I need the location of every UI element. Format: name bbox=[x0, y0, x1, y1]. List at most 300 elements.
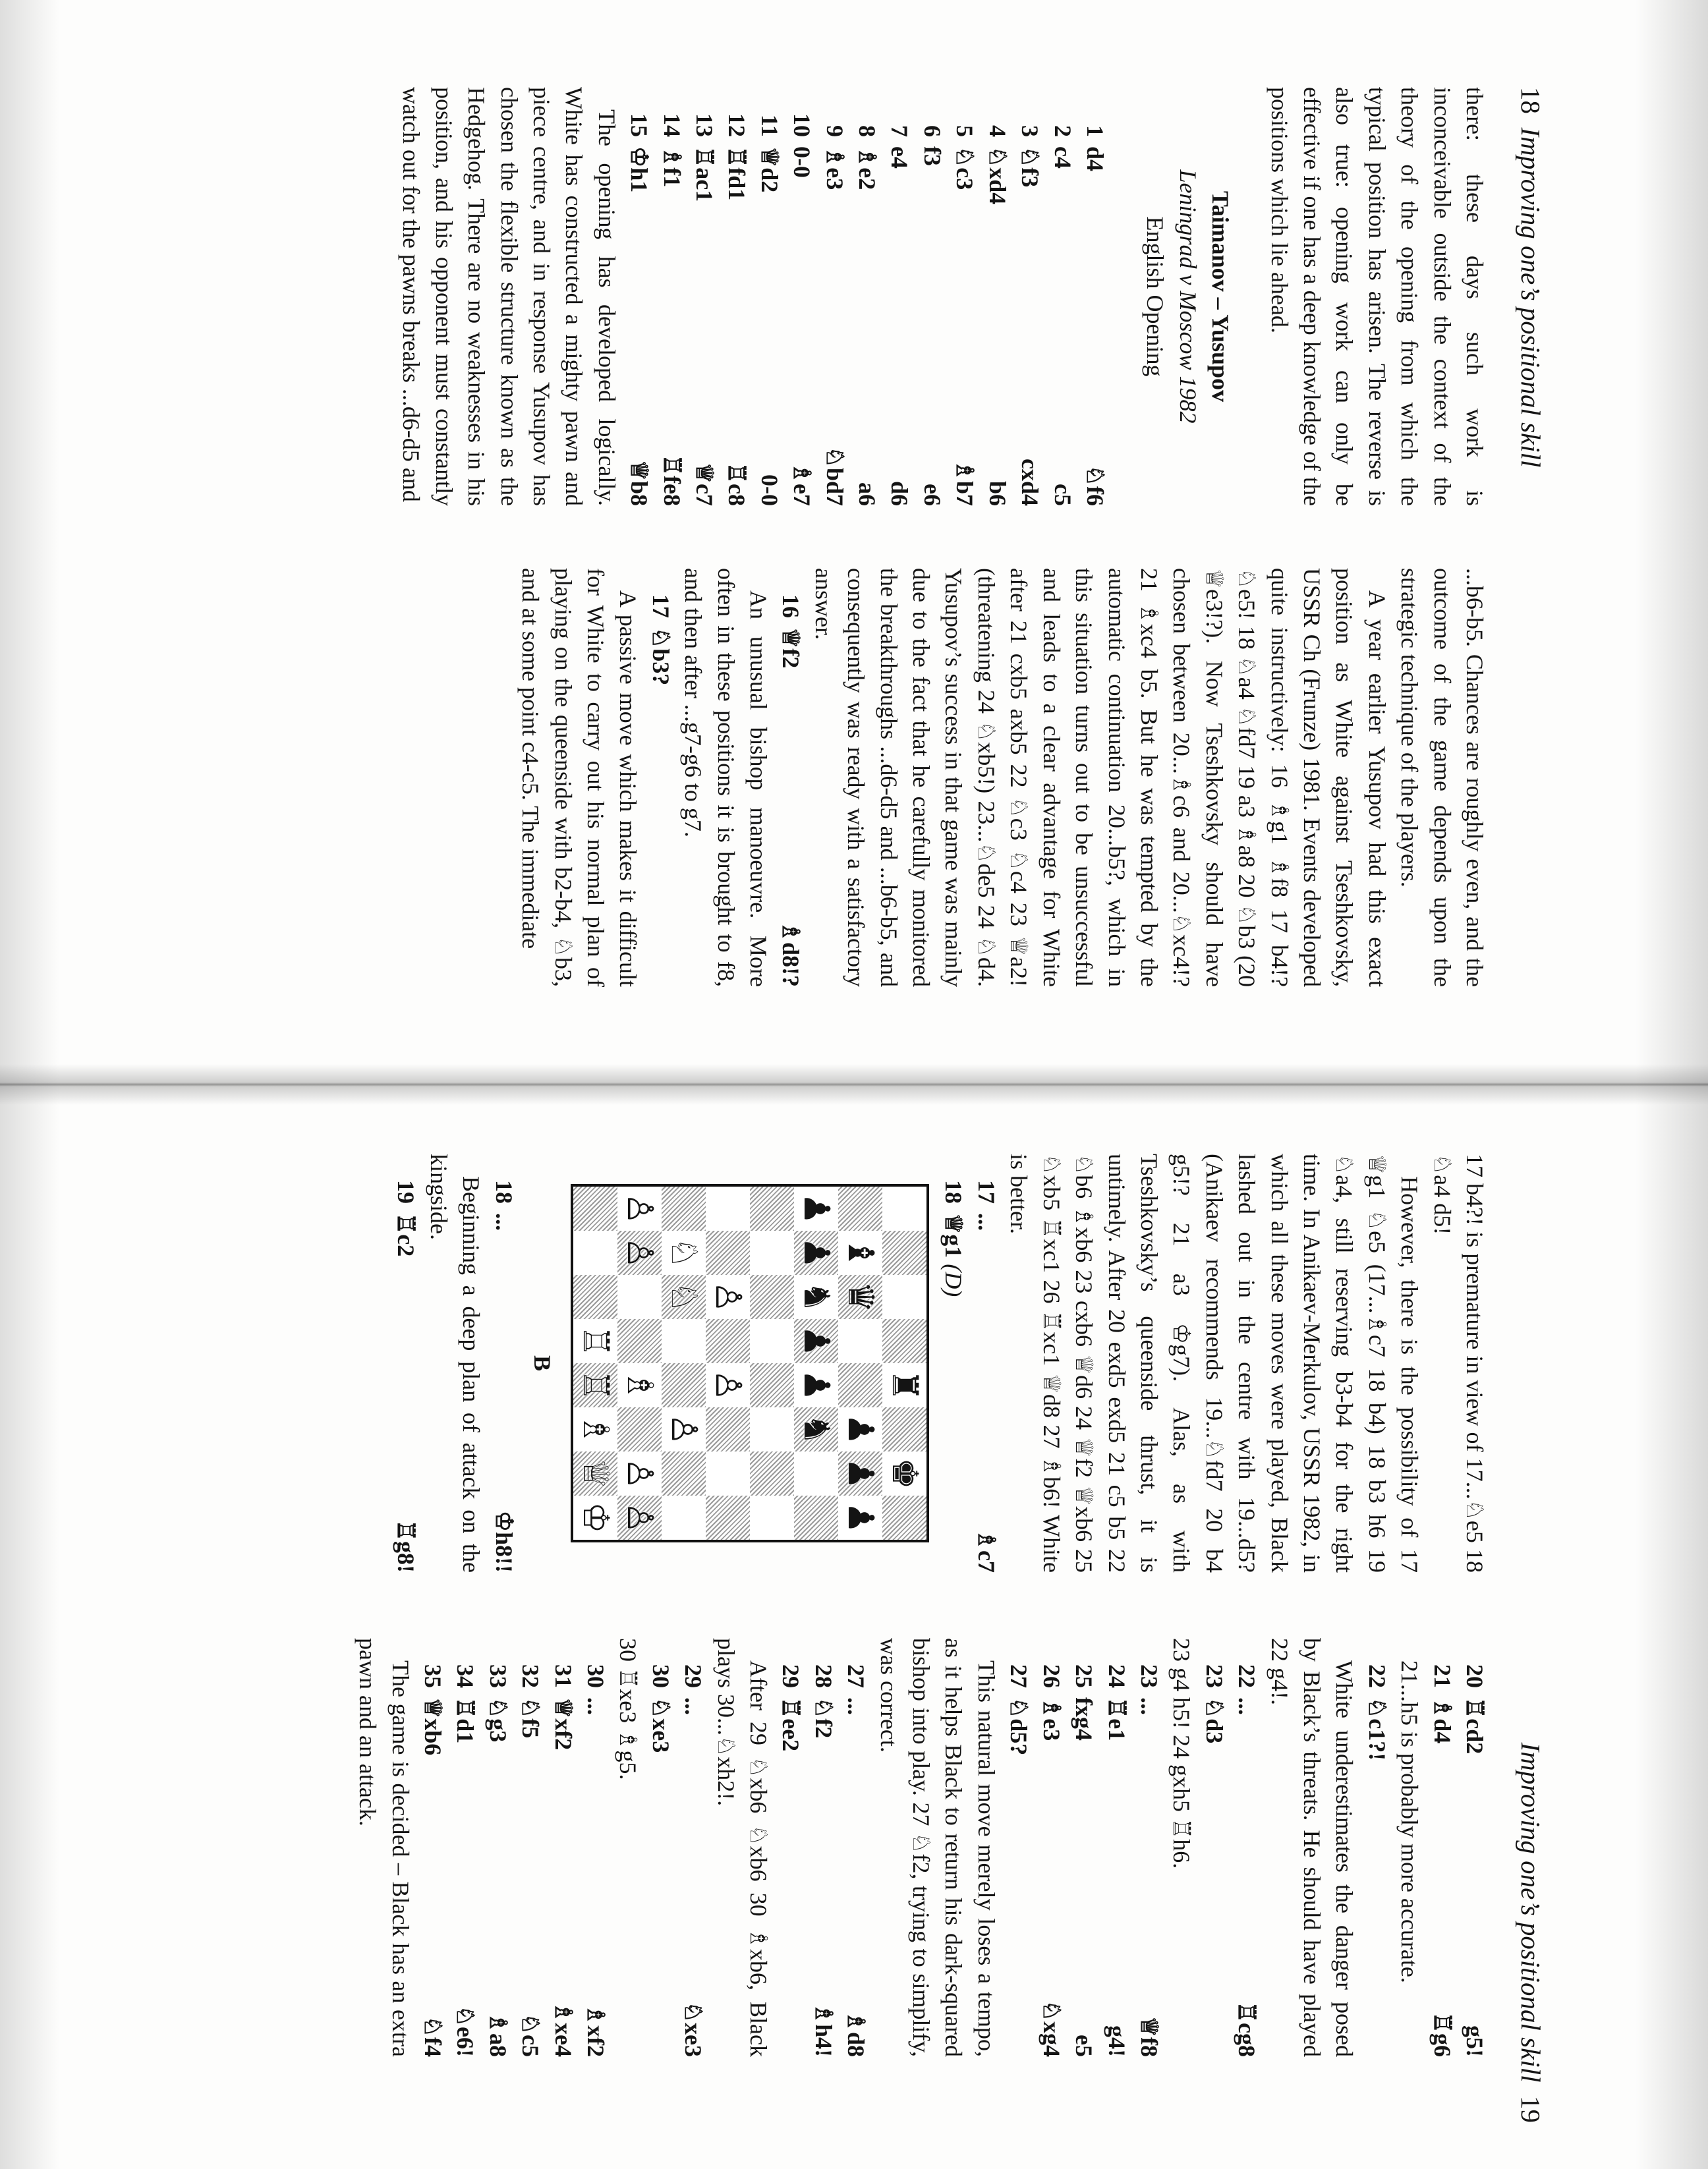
board-rank-8 bbox=[882, 1187, 926, 1540]
chess-piece-icon: ♟ bbox=[840, 1457, 880, 1490]
chess-piece-icon: ♕ bbox=[575, 1457, 615, 1490]
move-cell: 15 bbox=[626, 113, 653, 137]
move-list-20-21 bbox=[1425, 1638, 1491, 2057]
move-cell: 16 bbox=[778, 594, 805, 618]
square-b1 bbox=[573, 1231, 617, 1275]
move-row bbox=[1133, 1638, 1165, 2057]
move-row bbox=[1458, 1638, 1491, 2057]
move-cell: ♕b8 bbox=[626, 459, 653, 506]
move-cell: 28 bbox=[810, 1664, 837, 1688]
move-cell: 35 bbox=[420, 1664, 446, 1688]
move-row bbox=[937, 1154, 969, 1573]
square-d7 bbox=[838, 1319, 882, 1363]
board-rank-2 bbox=[617, 1187, 662, 1540]
move-row bbox=[1013, 87, 1046, 506]
square-g5 bbox=[750, 1451, 794, 1496]
square-d5 bbox=[750, 1319, 794, 1363]
move-cell: ♘f5 bbox=[517, 1697, 544, 1739]
move-18b bbox=[487, 1154, 519, 1573]
move-cell: 23 bbox=[1201, 1664, 1228, 1688]
square-a1 bbox=[573, 1187, 617, 1231]
move-cell: 9 bbox=[821, 125, 848, 137]
move-cell: ♘f6 bbox=[1081, 465, 1108, 506]
move-row bbox=[623, 87, 655, 506]
chess-piece-icon: ♜ bbox=[884, 1369, 925, 1401]
chess-piece-icon: ♙ bbox=[619, 1457, 660, 1490]
square-a5 bbox=[750, 1187, 794, 1231]
chess-piece-icon: ♘ bbox=[664, 1237, 704, 1269]
paragraph-opening-comment: The opening has developed logically. White has constructed a mighty pawn and piece centre, and in response Yusupov has chosen the flexible structure known as the Hedgehog. There are no weaknesses in his position, and his opponent must constantly watch out for the pawns breaks ...d6-d5 and bbox=[398, 87, 620, 506]
square-c5 bbox=[750, 1275, 794, 1319]
line-23-g4: 23 g4 h5! 24 gxh5 ♖h6. bbox=[1168, 1638, 1195, 1869]
square-c7 bbox=[838, 1275, 882, 1319]
move-cell: ♗c7 bbox=[973, 1529, 1000, 1573]
move-cell: ♖fe8 bbox=[658, 454, 685, 506]
square-b7 bbox=[838, 1231, 882, 1275]
move-cell: ♖ac1 bbox=[691, 146, 718, 202]
move-row bbox=[389, 1154, 422, 1573]
move-cell: 17 bbox=[973, 1179, 1000, 1204]
move-cell: ♖cd2 bbox=[1462, 1697, 1488, 1755]
square-d2 bbox=[617, 1319, 662, 1363]
move-cell: ♘xg4 bbox=[1038, 2000, 1065, 2057]
right-column-1 bbox=[389, 1154, 1491, 1573]
square-f8 bbox=[882, 1407, 926, 1451]
move-cell: ... bbox=[583, 1697, 610, 1715]
move-cell: ♘f4 bbox=[420, 2015, 446, 2057]
move-cell: 3 bbox=[1017, 125, 1044, 137]
move-cell: ♘f2 bbox=[810, 1697, 837, 1739]
move-cell: ♖d1 bbox=[452, 1697, 479, 1744]
move-cell: ♕g1 (D) bbox=[940, 1212, 967, 1297]
chess-piece-icon: ♙ bbox=[708, 1281, 748, 1313]
move-cell: ♗d8 bbox=[843, 2010, 870, 2057]
move-cell: ♗f1 bbox=[658, 146, 685, 188]
move-cell: 32 bbox=[517, 1664, 544, 1688]
move-cell: 30 bbox=[647, 1664, 674, 1688]
move-list-30-35 bbox=[416, 1638, 612, 2057]
chess-piece-icon: ♙ bbox=[708, 1369, 748, 1401]
move-cell: b6 bbox=[984, 480, 1011, 506]
move-row bbox=[883, 87, 915, 506]
move-row bbox=[1360, 1638, 1392, 2057]
board-rank-3 bbox=[662, 1187, 706, 1540]
move-cell: ♕c7 bbox=[691, 462, 718, 506]
move-cell: ... bbox=[680, 1697, 707, 1715]
square-e2 bbox=[617, 1363, 662, 1407]
square-f7 bbox=[838, 1407, 882, 1451]
square-h5 bbox=[750, 1496, 794, 1540]
paragraph-natural-move: This natural move merely loses a tempo, as it helps Black to return his dark-squared bishop into play. 27 ♘f2, trying to simplify, was correct. bbox=[875, 1638, 1000, 2057]
move-cell: 29 bbox=[680, 1664, 707, 1688]
move-cell bbox=[774, 1874, 807, 2057]
move-row bbox=[1079, 87, 1111, 506]
move-cell: e5 bbox=[1071, 2035, 1098, 2057]
square-e4 bbox=[706, 1363, 750, 1407]
move-cell: ♗e7 bbox=[789, 462, 816, 506]
move-cell: ♗h4! bbox=[810, 2002, 837, 2057]
move-row bbox=[753, 87, 785, 506]
square-e3 bbox=[662, 1363, 706, 1407]
move-cell: 22 bbox=[1363, 1664, 1390, 1688]
move-row bbox=[1197, 1638, 1230, 2057]
square-d1 bbox=[573, 1319, 617, 1363]
move-cell bbox=[1197, 1874, 1230, 2057]
move-row bbox=[970, 1154, 1002, 1573]
move-row bbox=[1230, 1638, 1263, 2057]
square-h8 bbox=[882, 1496, 926, 1540]
square-g3 bbox=[662, 1451, 706, 1496]
paragraph-bishop-manoeuvre: An unusual bishop manoeuvre. More often in these positions it is brought to f8, and then after ...g7-g6 to g7. bbox=[680, 568, 772, 987]
move-cell: e4 bbox=[886, 146, 913, 169]
move-cell: ♘b3? bbox=[647, 627, 674, 686]
move-row bbox=[774, 568, 807, 987]
chess-piece-icon: ♙ bbox=[619, 1193, 660, 1225]
square-h7 bbox=[838, 1496, 882, 1540]
move-cell: ♘d3 bbox=[1201, 1697, 1228, 1744]
move-cell: ♘d5? bbox=[1006, 1697, 1033, 1756]
move-cell: 2 bbox=[1049, 125, 1076, 137]
chess-piece-icon: ♟ bbox=[840, 1413, 880, 1446]
right-column-2 bbox=[351, 1638, 1491, 2057]
square-e8 bbox=[882, 1363, 926, 1407]
move-cell: 27 bbox=[1006, 1664, 1033, 1688]
square-f5 bbox=[750, 1407, 794, 1451]
square-c4 bbox=[706, 1275, 750, 1319]
move-cell: g5! bbox=[1462, 2025, 1488, 2057]
move-cell: ♘f3 bbox=[1017, 146, 1044, 188]
paragraph-underestimates: White underestimates the danger posed by Black’s threats. He should have played 22 g4!. bbox=[1266, 1638, 1358, 2057]
move-cell: ♗xf2 bbox=[583, 2004, 610, 2057]
board-rank-7 bbox=[838, 1187, 882, 1540]
square-e1 bbox=[573, 1363, 617, 1407]
board-rank-5 bbox=[750, 1187, 794, 1540]
move-cell: 10 bbox=[789, 113, 816, 137]
move-cell: 1 bbox=[1081, 125, 1108, 137]
running-head-right bbox=[1515, 1743, 1547, 2123]
square-g2 bbox=[617, 1451, 662, 1496]
move-cell: ♗e3 bbox=[821, 146, 848, 190]
square-b4 bbox=[706, 1231, 750, 1275]
chess-piece-icon: ♟ bbox=[796, 1237, 836, 1269]
square-g1 bbox=[573, 1451, 617, 1496]
square-f6 bbox=[794, 1407, 838, 1451]
chess-piece-icon: ♗ bbox=[575, 1413, 615, 1446]
left-column-1 bbox=[395, 87, 1491, 506]
move-cell: 34 bbox=[452, 1664, 479, 1688]
move-cell: ♘xe3 bbox=[680, 2001, 707, 2057]
move-cell: 24 bbox=[1103, 1664, 1130, 1688]
move-list-29-30 bbox=[644, 1638, 709, 2057]
move-row bbox=[840, 1638, 872, 2057]
move-cell: f3 bbox=[919, 146, 946, 166]
move-cell: ♗b7 bbox=[952, 459, 979, 506]
square-h3 bbox=[662, 1496, 706, 1540]
square-c1 bbox=[573, 1275, 617, 1319]
move-row bbox=[688, 87, 720, 506]
move-cell bbox=[644, 804, 676, 987]
move-cell: ♗e2 bbox=[854, 146, 881, 190]
move-list-1-15 bbox=[623, 87, 1111, 506]
move-cell: ♖c8 bbox=[724, 462, 751, 506]
move-cell: ♘e6! bbox=[452, 2005, 479, 2057]
move-cell: d4 bbox=[1081, 146, 1108, 171]
square-f1 bbox=[573, 1407, 617, 1451]
square-a2 bbox=[617, 1187, 662, 1231]
square-g4 bbox=[706, 1451, 750, 1496]
running-head-left bbox=[1515, 87, 1547, 467]
square-d8 bbox=[882, 1319, 926, 1363]
square-e6 bbox=[794, 1363, 838, 1407]
move-cell: ♘g3 bbox=[484, 1697, 511, 1743]
move-cell: ... bbox=[1135, 1697, 1162, 1715]
move-cell: 14 bbox=[658, 113, 685, 137]
move-cell: 23 bbox=[1135, 1664, 1162, 1688]
move-row bbox=[981, 87, 1013, 506]
board-rank-1 bbox=[573, 1187, 617, 1540]
running-head-title: Improving one’s positional skill bbox=[1516, 127, 1546, 468]
square-a8 bbox=[882, 1187, 926, 1231]
chess-piece-icon: ♚ bbox=[884, 1457, 925, 1490]
move-row bbox=[449, 1638, 481, 2057]
square-g7 bbox=[838, 1451, 882, 1496]
move-cell: ♘xe3 bbox=[647, 1697, 674, 1753]
move-cell: 33 bbox=[484, 1664, 511, 1688]
move-row bbox=[644, 1638, 676, 2057]
move-row bbox=[579, 1638, 612, 2057]
move-row bbox=[720, 87, 753, 506]
chess-piece-icon: ♞ bbox=[796, 1413, 836, 1446]
square-h6 bbox=[794, 1496, 838, 1540]
move-cell: ♖c2 bbox=[393, 1212, 420, 1257]
paragraph-after-29: After 29 ♘xb6 ♘xb6 30 ♗xb6, Black plays 30...♘xh2!. bbox=[712, 1638, 772, 2057]
move-cell: ... bbox=[490, 1212, 517, 1231]
move-cell: 17 bbox=[647, 594, 674, 618]
move-cell: e6 bbox=[919, 484, 946, 506]
chess-diagram bbox=[527, 1154, 929, 1573]
move-list-27-29 bbox=[774, 1638, 872, 2057]
move-row bbox=[644, 568, 676, 987]
chess-piece-icon: ♔ bbox=[575, 1502, 615, 1534]
move-row bbox=[514, 1638, 546, 2057]
chess-piece-icon: ♙ bbox=[619, 1502, 660, 1534]
move-cell bbox=[937, 1390, 969, 1573]
move-row bbox=[807, 1638, 839, 2057]
square-f2 bbox=[617, 1407, 662, 1451]
move-cell: 6 bbox=[919, 125, 946, 137]
square-b6 bbox=[794, 1231, 838, 1275]
move-list-23-27 bbox=[1002, 1638, 1165, 2057]
move-cell: ♘c1?! bbox=[1363, 1697, 1390, 1761]
square-e5 bbox=[750, 1363, 794, 1407]
chess-piece-icon: ♘ bbox=[664, 1281, 704, 1313]
chess-piece-icon: ♝ bbox=[840, 1237, 880, 1269]
move-row bbox=[1425, 1638, 1458, 2057]
move-cell: ♕xf2 bbox=[550, 1697, 577, 1751]
page-number: 19 bbox=[1516, 2096, 1546, 2123]
move-cell: 20 bbox=[1462, 1664, 1488, 1688]
chess-piece-icon: ♟ bbox=[840, 1502, 880, 1534]
square-h1 bbox=[573, 1496, 617, 1540]
move-cell: 26 bbox=[1038, 1664, 1065, 1688]
game-players: Taimanov – Yusupov bbox=[1207, 190, 1234, 403]
move-row bbox=[1100, 1638, 1132, 2057]
move-row bbox=[546, 1638, 579, 2057]
move-row bbox=[487, 1154, 519, 1573]
side-to-move: B bbox=[528, 1355, 555, 1371]
square-a7 bbox=[838, 1187, 882, 1231]
move-row bbox=[818, 87, 850, 506]
square-d3 bbox=[662, 1319, 706, 1363]
square-c3 bbox=[662, 1275, 706, 1319]
move-cell: ♗d8!? bbox=[778, 920, 805, 987]
move-cell: 18 bbox=[940, 1179, 967, 1204]
move-row bbox=[785, 87, 818, 506]
game-event: Leningrad v Moscow 1982 bbox=[1174, 169, 1201, 424]
move-cell: 18 bbox=[490, 1179, 517, 1204]
square-b2 bbox=[617, 1231, 662, 1275]
square-c2 bbox=[617, 1275, 662, 1319]
square-d6 bbox=[794, 1319, 838, 1363]
square-b8 bbox=[882, 1231, 926, 1275]
chess-piece-icon: ♖ bbox=[575, 1369, 615, 1401]
square-b3 bbox=[662, 1231, 706, 1275]
move-cell: a6 bbox=[854, 482, 881, 506]
move-cell: g4! bbox=[1103, 2025, 1130, 2057]
move-cell: ♔h1 bbox=[626, 146, 653, 193]
paragraph-tseshkovsky: A year earlier Yusupov had this exact position as White against Tseshkovsky, USSR Ch (Frunze) 1981. Events developed quite instructively: 16 ♗g1 ♗f8 17 b4!? ♘e5! 18 ♘a4 ♘fd7 19 a3 ♗a8 20 ♘b3 (20 ♕e3!?). Now Tseshkovsky should have chosen between 20...♗c6 and 20...♘xc4!? 21 ♗xc4 b5. But he was tempted by the automatic continuation 20...b5?, which in this situation turns out to be unsuccessful and leads to a clear advantage for White after 21 cxb5 axb5 22 ♘c3 ♘c4 23 ♕a2! (threatening 24 ♘xb5!) 23...♘de5 24 ♘d4. Yusupov’s success in that game was mainly due to the fact that he carefully monitored the breakthroughs ...d6-d5 and ...b6-b5, and consequently was ready with a satisfactory answer. bbox=[810, 568, 1390, 987]
paragraph-deep-plan: Beginning a deep plan of attack on the kingside. bbox=[425, 1154, 485, 1573]
move-row bbox=[1068, 1638, 1100, 2057]
square-e7 bbox=[838, 1363, 882, 1407]
move-cell: d6 bbox=[886, 480, 913, 506]
move-cell: 27 bbox=[843, 1664, 870, 1688]
move-cell: 21 bbox=[1429, 1664, 1456, 1688]
move-cell: ♖g6 bbox=[1429, 2012, 1456, 2057]
paragraph-chances: ...b6-b5. Chances are roughly even, and the outcome of the game depends upon the strategic technique of the players. bbox=[1396, 568, 1488, 987]
move-row bbox=[655, 87, 687, 506]
move-cell: fxg4 bbox=[1071, 1697, 1098, 1741]
move-cell: ♖ee2 bbox=[778, 1697, 805, 1752]
move-cell: ♖cg8 bbox=[1234, 2001, 1261, 2057]
move-17 bbox=[644, 568, 676, 987]
move-19 bbox=[389, 1154, 422, 1573]
move-17-18 bbox=[937, 1154, 1002, 1573]
move-cell: 7 bbox=[886, 125, 913, 137]
move-cell: 22 bbox=[1234, 1664, 1261, 1688]
page-number: 18 bbox=[1516, 87, 1546, 114]
square-h4 bbox=[706, 1496, 750, 1540]
move-cell: 0-0 bbox=[789, 146, 816, 178]
move-row bbox=[416, 1638, 449, 2057]
move-cell: ♖g8! bbox=[393, 1519, 420, 1573]
move-cell: 19 bbox=[393, 1179, 420, 1204]
move-row bbox=[1046, 87, 1078, 506]
move-cell: 11 bbox=[756, 114, 783, 137]
move-cell bbox=[1002, 1874, 1035, 2057]
left-page bbox=[0, 0, 1708, 1084]
paragraph-h5-accurate: 21...h5 is probably more accurate. bbox=[1396, 1660, 1423, 1983]
move-cell: 31 bbox=[550, 1664, 577, 1688]
paragraph-passive-move: A passive move which makes it difficult for White to carry out his normal plan of playing on the queenside with b2-b4, ♘b3, and at some point c4-c5. The immediate bbox=[517, 568, 642, 987]
move-cell bbox=[644, 1874, 676, 2057]
move-cell: cxd4 bbox=[1017, 459, 1044, 506]
square-d4 bbox=[706, 1319, 750, 1363]
square-c8 bbox=[882, 1275, 926, 1319]
chess-board bbox=[571, 1184, 929, 1542]
move-cell: 0-0 bbox=[756, 474, 783, 506]
move-cell: ♕f8 bbox=[1135, 2015, 1162, 2057]
board-rank-4 bbox=[706, 1187, 750, 1540]
move-cell: 25 bbox=[1071, 1664, 1098, 1688]
move-row bbox=[677, 1638, 709, 2057]
move-cell: ♗e3 bbox=[1038, 1697, 1065, 1741]
move-row bbox=[481, 1638, 513, 2057]
square-h2 bbox=[617, 1496, 662, 1540]
square-g6 bbox=[794, 1451, 838, 1496]
move-cell bbox=[1360, 1874, 1392, 2057]
square-a3 bbox=[662, 1187, 706, 1231]
left-column-2 bbox=[514, 568, 1491, 987]
move-row bbox=[851, 87, 883, 506]
move-cell: ♖e1 bbox=[1103, 1697, 1130, 1741]
move-cell: ♗d4 bbox=[1429, 1697, 1456, 1744]
chess-piece-icon: ♙ bbox=[664, 1413, 704, 1446]
move-cell: ... bbox=[1234, 1697, 1261, 1715]
move-cell: ... bbox=[973, 1212, 1000, 1231]
move-row bbox=[948, 87, 981, 506]
move-cell: ♗xe4 bbox=[550, 2001, 577, 2057]
move-row bbox=[774, 1638, 807, 2057]
square-c6 bbox=[794, 1275, 838, 1319]
move-cell: 29 bbox=[778, 1664, 805, 1688]
move-cell: ♔h8!! bbox=[490, 1510, 517, 1573]
move-22 bbox=[1360, 1638, 1392, 2057]
chess-piece-icon: ♞ bbox=[796, 1281, 836, 1313]
paragraph-b4-premature: 17 b4?! is premature in view of 17...♘e5 18 ♘a4 d5! bbox=[1429, 1154, 1488, 1573]
move-cell: ♘xd4 bbox=[984, 146, 1011, 205]
square-a6 bbox=[794, 1187, 838, 1231]
move-cell: ♕xb6 bbox=[420, 1697, 446, 1756]
move-cell: ♗a8 bbox=[484, 2012, 511, 2057]
move-cell: 12 bbox=[724, 113, 751, 137]
square-b5 bbox=[750, 1231, 794, 1275]
move-cell: ♘bd7 bbox=[821, 446, 848, 506]
move-cell: ♘c3 bbox=[952, 146, 979, 190]
square-f4 bbox=[706, 1407, 750, 1451]
paragraph-game-decided: The game is decided – Black has an extra pawn and an attack. bbox=[355, 1638, 414, 2057]
move-cell: 4 bbox=[984, 125, 1011, 137]
move-cell: ♘c5 bbox=[517, 2013, 544, 2057]
chess-piece-icon: ♟ bbox=[796, 1193, 836, 1225]
running-head-title: Improving one’s positional skill bbox=[1516, 1742, 1546, 2083]
square-f3 bbox=[662, 1407, 706, 1451]
move-row bbox=[1035, 1638, 1067, 2057]
move-cell: ... bbox=[843, 1697, 870, 1715]
move-cell: 5 bbox=[952, 125, 979, 137]
move-cell: 30 bbox=[583, 1664, 610, 1688]
square-g8 bbox=[882, 1451, 926, 1496]
chess-piece-icon: ♖ bbox=[575, 1325, 615, 1357]
intro-paragraph: there: these days such work is inconceivable outside the context of the theory of the opening from which the typical position has arisen. The reverse is also true: opening work can only be effective if one has a deep knowledge of the positions which lie ahead. bbox=[1266, 87, 1488, 506]
line-30-rxe3: 30 ♖xe3 ♗g5. bbox=[615, 1638, 642, 1780]
chess-piece-icon: ♙ bbox=[619, 1237, 660, 1269]
square-a4 bbox=[706, 1187, 750, 1231]
move-cell: 8 bbox=[854, 125, 881, 137]
move-row bbox=[916, 87, 948, 506]
game-opening: English Opening bbox=[1142, 216, 1169, 377]
paragraph-anikaev: However, there is the possibility of 17 ♕g1 ♘e5 (17...♗c7 18 b4) 18 b3 h6 19 ♘a4, still reserving b3-b4 for the right time. In Anikaev-Merkulov, USSR 1982, in which all these moves were played, Black lashed out in the centre with 19...d5? (Anikaev recommends 19...♘fd7 20 b4 g5!? 21 a3 ♔g7). Alas, as with Tseshkovsky’s queenside thrust, it is untimely. After 20 exd5 exd5 21 c5 b5 22 ♘b6 ♗xb6 23 cxb6 ♕d6 24 ♕f2 ♕xb6 25 ♘xb5 ♖xc1 26 ♖xc1 ♕d8 27 ♗b6! White is better. bbox=[1006, 1154, 1423, 1573]
